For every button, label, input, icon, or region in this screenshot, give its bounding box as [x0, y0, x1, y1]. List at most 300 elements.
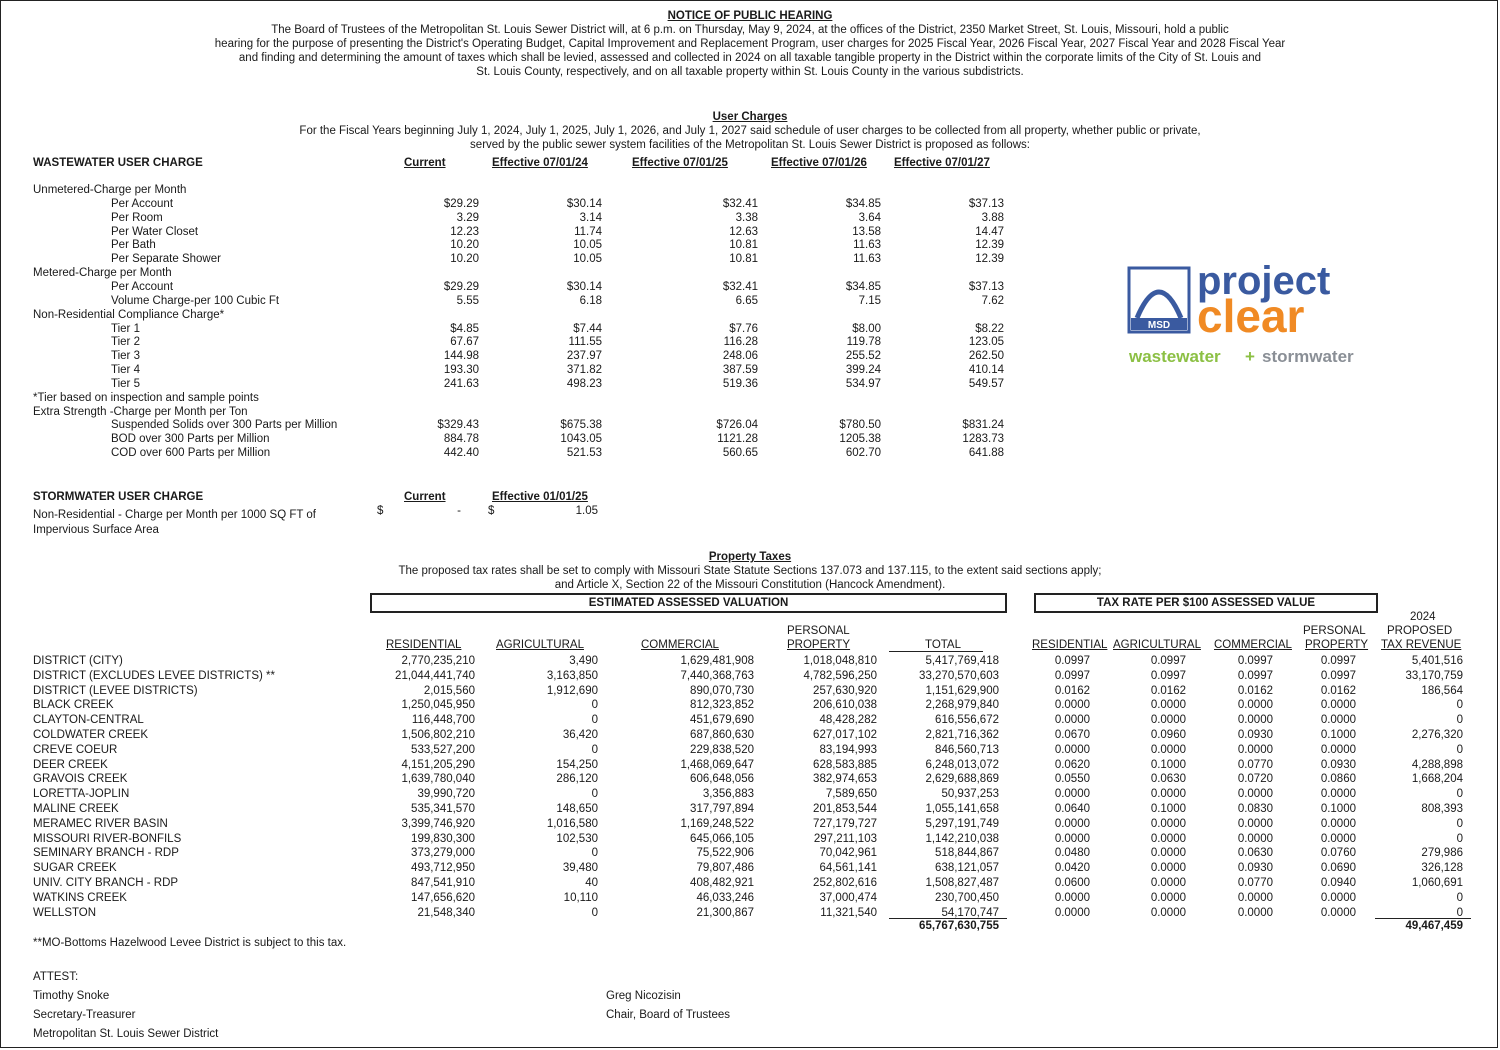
val-hdr-personal-top: PERSONAL: [787, 625, 850, 637]
tax-row-name: CREVE COEUR: [33, 743, 118, 756]
tax-row-valuation: 7,589,650: [825, 788, 877, 801]
ww-row-label: Per Account: [111, 197, 174, 210]
user-charges-title: User Charges: [712, 111, 788, 123]
ww-row-value: 11.63: [853, 239, 881, 252]
ww-row-value: $30.14: [566, 197, 602, 210]
tax-row-valuation: 606,648,056: [690, 773, 754, 786]
tax-row-rate: 0.0000: [1150, 714, 1186, 727]
val-hdr-personal-bottom: PROPERTY: [787, 639, 851, 651]
tax-row-valuation: 148,650: [556, 803, 598, 815]
ww-row-value: $675.38: [560, 419, 602, 432]
ww-row-value: 10.05: [573, 239, 602, 252]
ww-row-value: 3.64: [858, 211, 881, 224]
ww-row-value: $7.76: [729, 322, 758, 335]
tax-row-name: DISTRICT (EXCLUDES LEVEE DISTRICTS) **: [33, 669, 275, 682]
tax-row-rate: 0.0000: [1150, 832, 1186, 845]
tax-row-rate: 0.0000: [1150, 817, 1186, 830]
tax-row-rate: 0.0000: [1150, 743, 1186, 756]
ww-row-value: 498.23: [566, 377, 602, 390]
tax-row-rate: 0.0000: [1237, 832, 1273, 845]
tax-row-rate: 0.0960: [1150, 729, 1186, 741]
tax-row-rate: 0: [1456, 832, 1463, 845]
ww-row-value: $29.29: [443, 197, 479, 210]
ww-col-eff-0725: Effective 07/01/25: [632, 157, 728, 169]
ww-row-value: 10.81: [729, 253, 758, 266]
ww-row-value: 116.28: [723, 336, 758, 349]
ww-row-value: 442.40: [443, 447, 479, 460]
tax-row-rate: 1,668,204: [1411, 773, 1463, 786]
tax-row-valuation: 373,279,000: [411, 847, 475, 860]
valuation-box: ESTIMATED ASSESSED VALUATION: [370, 593, 1007, 613]
ww-row-label: COD over 600 Parts per Million: [111, 447, 271, 460]
property-taxes-title: Property Taxes: [708, 551, 792, 563]
tax-row-valuation: 0: [591, 906, 598, 919]
tax-row-valuation: 1,912,690: [546, 684, 598, 697]
tax-row-rate: 0.0162: [1150, 684, 1186, 697]
tax-row-valuation: 21,300,867: [696, 906, 754, 919]
tax-row-name: SUGAR CREEK: [33, 862, 117, 875]
tax-row-rate: 0.0630: [1237, 847, 1273, 860]
tax-row-valuation: 3,163,850: [546, 669, 598, 682]
tax-row-rate: 0.0480: [1054, 847, 1090, 860]
tax-row-valuation: 2,821,716,362: [925, 729, 999, 741]
tax-row-rate: 33,170,759: [1405, 669, 1463, 682]
ww-row-label: Metered-Charge per Month: [33, 267, 172, 280]
notice-line-1: The Board of Trustees of the Metropolitan St. Louis Sewer District will, at 6 p.m. on Thursday, May 9, 2024, at the offices of the District, 2350 Market Street, St. Louis, Missouri, hold a public: [271, 24, 1229, 36]
tax-row-rate: 0.0420: [1054, 862, 1090, 875]
tax-row-valuation: 0: [591, 743, 598, 756]
tax-row-valuation: 33,270,570,603: [919, 669, 999, 682]
rate-hdr-agricultural: AGRICULTURAL: [1113, 639, 1201, 651]
ww-row-value: $29.29: [443, 280, 479, 293]
tax-row-name: WELLSTON: [33, 906, 97, 919]
ww-row-value: 1121.28: [717, 433, 758, 446]
ww-row-value: 3.14: [579, 211, 602, 224]
tax-row-valuation: 451,679,690: [690, 714, 754, 727]
tax-row-valuation: 638,121,057: [935, 862, 999, 875]
tax-row-valuation: 533,527,200: [411, 743, 475, 756]
logo-tagline-stormwater: stormwater: [1262, 347, 1354, 366]
tax-row-rate: 0.1000: [1150, 758, 1186, 771]
ww-row-value: 255.52: [845, 350, 881, 363]
ww-row-value: 3.38: [735, 211, 758, 224]
tax-row-rate: 0.0830: [1237, 803, 1273, 815]
tax-row-valuation: 2,268,979,840: [925, 699, 999, 712]
ww-row-value: 10.20: [450, 239, 479, 252]
ww-row-label: Non-Residential Compliance Charge*: [33, 308, 225, 321]
tax-row-rate: 0.0000: [1150, 847, 1186, 860]
tax-row-valuation: 890,070,730: [690, 684, 754, 697]
tax-row-valuation: 628,583,885: [813, 758, 877, 771]
tax-row-valuation: 21,044,441,740: [395, 669, 475, 682]
tax-row-rate: 326,128: [1421, 862, 1463, 875]
tax-row-valuation: 1,018,048,810: [803, 655, 877, 667]
ww-row-value: 7.62: [981, 294, 1004, 307]
ww-row-value: 7.15: [858, 294, 881, 307]
ww-row-value: 387.59: [722, 364, 758, 377]
tax-row-rate: 0.1000: [1320, 803, 1356, 815]
attest-left-name: Timothy Snoke: [33, 990, 110, 1002]
tax-row-valuation: 493,712,950: [411, 862, 475, 875]
tax-row-valuation: 297,211,103: [813, 832, 877, 845]
notice-line-3: and finding and determining the amount of taxes which shall be levied, assessed and collected in 2024 on all taxable tangible property in the District within the corporate limits of the City of St. Louis and: [238, 52, 1262, 64]
tax-row-rate: 0.0997: [1320, 655, 1356, 667]
tax-row-valuation: 0: [591, 847, 598, 860]
ww-row-value: $32.41: [722, 280, 758, 293]
tax-row-name: MISSOURI RIVER-BONFILS: [33, 832, 182, 845]
tax-row-name: BLACK CREEK: [33, 699, 114, 712]
ww-row-value: 641.88: [968, 447, 1004, 460]
ww-row-value: 1283.73: [962, 433, 1004, 446]
ww-row-value: $34.85: [845, 280, 881, 293]
tax-row-valuation: 1,151,629,900: [925, 684, 999, 697]
tax-row-valuation: 727,179,727: [813, 817, 877, 830]
val-hdr-commercial: COMMERCIAL: [641, 639, 719, 651]
ww-row-value: 3.88: [981, 211, 1004, 224]
tax-row-rate: 0.0000: [1054, 906, 1090, 919]
tax-row-rate: 0.0000: [1320, 817, 1356, 830]
rate-hdr-revenue-3: TAX REVENUE: [1381, 639, 1462, 651]
grand-total-valuation: 65,767,630,755: [919, 920, 999, 932]
tax-row-valuation: 286,120: [556, 773, 598, 786]
ww-row-value: $30.14: [566, 280, 602, 293]
ww-row-value: 193.30: [443, 364, 479, 377]
tax-row-valuation: 39,990,720: [417, 788, 475, 801]
ww-row-label: Volume Charge-per 100 Cubic Ft: [111, 294, 280, 307]
tax-row-rate: 0.0000: [1237, 699, 1273, 712]
tax-row-valuation: 206,610,038: [813, 699, 877, 712]
tax-row-rate: 0.0000: [1320, 832, 1356, 845]
tax-row-valuation: 1,639,780,040: [401, 773, 475, 786]
sw-current-dollar: $: [377, 505, 384, 517]
tax-row-rate: 0.0000: [1320, 788, 1356, 801]
tax-row-name: UNIV. CITY BRANCH - RDP: [33, 877, 179, 889]
tax-row-valuation: 37,000,474: [819, 891, 877, 904]
ww-row-label: Per Bath: [111, 239, 156, 252]
tax-row-valuation: 627,017,102: [813, 729, 877, 741]
ww-col-eff-0724: Effective 07/01/24: [492, 157, 588, 169]
tax-row-rate: 0: [1456, 891, 1463, 904]
tax-row-valuation: 847,541,910: [411, 877, 475, 889]
tax-row-rate: 0.1000: [1320, 729, 1356, 741]
tax-row-valuation: 21,548,340: [417, 906, 475, 919]
tax-row-rate: 0.0997: [1237, 669, 1273, 682]
ww-row-value: 6.18: [579, 294, 602, 307]
tax-row-valuation: 230,700,450: [935, 891, 999, 904]
ww-row-value: 11.63: [853, 253, 881, 266]
tax-row-rate: 0.0000: [1054, 743, 1090, 756]
ww-row-value: 10.20: [450, 253, 479, 266]
user-charges-line-2: served by the public sewer system facilities of the Metropolitan St. Louis Sewer District is proposed as follows:: [470, 139, 1030, 151]
tax-row-valuation: 1,169,248,522: [680, 817, 754, 830]
logo-word-clear: clear: [1197, 290, 1305, 342]
ww-row-value: $37.13: [968, 280, 1004, 293]
ww-row-value: 12.39: [975, 253, 1004, 266]
ww-row-label: BOD over 300 Parts per Million: [111, 433, 270, 446]
ww-row-value: $32.41: [722, 197, 758, 210]
ww-row-value: $34.85: [845, 197, 881, 210]
tax-row-valuation: 7,440,368,763: [680, 669, 754, 682]
attest-right-title: Chair, Board of Trustees: [606, 1009, 731, 1021]
tax-row-valuation: 199,830,300: [411, 832, 475, 845]
tax-row-rate: 0.0000: [1320, 743, 1356, 756]
tax-row-rate: 0.0860: [1320, 773, 1356, 786]
stormwater-heading: STORMWATER USER CHARGE: [33, 491, 204, 503]
ww-row-value: 560.65: [722, 447, 758, 460]
tax-row-rate: 0.0630: [1150, 773, 1186, 786]
ww-row-value: $831.24: [962, 419, 1004, 432]
tax-row-valuation: 812,323,852: [690, 699, 754, 712]
ww-row-value: 410.14: [968, 364, 1004, 377]
tax-row-rate: 0.0940: [1320, 877, 1356, 889]
ww-row-value: 534.97: [845, 377, 881, 390]
tax-row-valuation: 382,974,653: [813, 773, 877, 786]
property-taxes-line-1: The proposed tax rates shall be set to comply with Missouri State Statute Sections 137.073 and 137.115, to the extent said sections apply;: [398, 565, 1102, 577]
ww-col-current: Current: [404, 157, 446, 169]
wastewater-heading: WASTEWATER USER CHARGE: [33, 157, 203, 169]
attest-left-org: Metropolitan St. Louis Sewer District: [33, 1028, 219, 1040]
attest-label: ATTEST:: [33, 971, 79, 983]
msd-badge-text: MSD: [1147, 320, 1171, 331]
ww-row-value: 119.78: [846, 336, 881, 349]
tax-row-valuation: 201,853,544: [813, 803, 877, 815]
tax-row-name: CLAYTON-CENTRAL: [33, 714, 144, 727]
ww-row-label: Tier 4: [111, 364, 140, 377]
tax-row-valuation: 4,782,596,250: [803, 669, 877, 682]
notice-line-4: St. Louis County, respectively, and on all taxable property within St. Louis County in the various subdistricts.: [476, 66, 1024, 78]
sw-effective-value: 1.05: [575, 505, 598, 517]
tax-row-rate: 0.1000: [1150, 803, 1186, 815]
tax-row-rate: 0.0640: [1054, 803, 1090, 815]
tax-row-rate: 0.0720: [1237, 773, 1273, 786]
tax-row-valuation: 40: [585, 877, 598, 889]
tax-row-valuation: 846,560,713: [935, 743, 999, 756]
tax-row-valuation: 147,656,620: [411, 891, 475, 904]
ww-row-value: $726.04: [716, 419, 758, 432]
tax-row-rate: 0.0000: [1054, 699, 1090, 712]
tax-row-rate: 0.0000: [1237, 714, 1273, 727]
ww-row-value: 237.97: [566, 350, 602, 363]
attest-right-name: Greg Nicozisin: [606, 990, 681, 1002]
tax-row-name: SEMINARY BRANCH - RDP: [33, 847, 179, 860]
tax-row-rate: 0.0000: [1237, 788, 1273, 801]
ww-row-value: 371.82: [566, 364, 602, 377]
logo-tagline-wastewater: wastewater: [1129, 347, 1221, 366]
tax-row-rate: 0: [1456, 743, 1463, 756]
ww-row-label: Per Water Closet: [111, 225, 199, 238]
tax-row-valuation: 10,110: [563, 891, 598, 904]
ww-row-value: $4.85: [450, 322, 479, 335]
project-clear-logo-svg: [1121, 256, 1391, 371]
sw-effective-dollar: $: [488, 505, 495, 517]
tax-row-valuation: 1,468,069,647: [680, 758, 754, 771]
logo-tagline-plus: +: [1245, 347, 1255, 366]
val-hdr-total: TOTAL: [925, 639, 961, 651]
tax-row-rate: 0.0620: [1054, 758, 1090, 771]
ww-row-value: 10.81: [729, 239, 758, 252]
levee-footnote: **MO-Bottoms Hazelwood Levee District is subject to this tax.: [33, 937, 347, 949]
tax-row-valuation: 535,341,570: [411, 803, 475, 815]
tax-row-name: DISTRICT (CITY): [33, 655, 123, 667]
ww-row-value: 123.05: [968, 336, 1004, 349]
tax-row-valuation: 0: [591, 714, 598, 727]
tax-row-valuation: 1,506,802,210: [401, 729, 475, 741]
ww-row-value: 884.78: [443, 433, 479, 446]
ww-row-value: 1043.05: [560, 433, 602, 446]
tax-row-rate: 0.0000: [1320, 699, 1356, 712]
tax-row-valuation: 0: [591, 788, 598, 801]
ww-row-value: 13.58: [852, 225, 881, 238]
sw-current-value: -: [457, 505, 461, 517]
tax-row-valuation: 154,250: [556, 758, 598, 771]
tax-row-valuation: 616,556,672: [935, 714, 999, 727]
tax-row-rate: 0.0930: [1237, 729, 1273, 741]
tax-row-valuation: 317,797,894: [690, 803, 754, 815]
ww-row-value: 519.36: [722, 377, 758, 390]
ww-row-value: 602.70: [845, 447, 881, 460]
tax-row-rate: 5,401,516: [1411, 655, 1463, 667]
ww-col-eff-0727: Effective 07/01/27: [894, 157, 990, 169]
tax-row-rate: 0.0930: [1237, 862, 1273, 875]
tax-row-rate: 0.0000: [1150, 891, 1186, 904]
tax-row-valuation: 6,248,013,072: [925, 758, 999, 771]
tax-row-rate: 808,393: [1421, 803, 1463, 815]
ww-row-value: 14.47: [975, 225, 1004, 238]
tax-row-valuation: 50,937,253: [941, 788, 999, 801]
ww-row-value: 6.65: [735, 294, 758, 307]
project-clear-logo: [1121, 256, 1391, 371]
tax-row-rate: 0.0000: [1054, 832, 1090, 845]
tax-row-rate: 2,276,320: [1411, 729, 1463, 741]
ww-row-label: Extra Strength -Charge per Month per Ton: [33, 405, 248, 418]
ww-row-value: 3.29: [456, 211, 479, 224]
grand-total-revenue: 49,467,459: [1405, 920, 1463, 932]
val-hdr-residential: RESIDENTIAL: [386, 639, 462, 651]
tax-row-valuation: 64,561,141: [819, 862, 877, 875]
tax-row-valuation: 3,399,746,920: [401, 817, 475, 830]
tax-row-rate: 0.0000: [1054, 891, 1090, 904]
tax-row-valuation: 0: [591, 699, 598, 712]
tax-row-rate: 0.0000: [1150, 862, 1186, 875]
ww-row-value: 111.55: [568, 336, 602, 349]
tax-row-rate: 0.0760: [1320, 847, 1356, 860]
logo-word-project: project: [1197, 259, 1331, 303]
val-hdr-agricultural: AGRICULTURAL: [496, 639, 584, 651]
property-taxes-line-2: and Article X, Section 22 of the Missouri Constitution (Hancock Amendment).: [554, 579, 946, 591]
tax-row-name: COLDWATER CREEK: [33, 729, 149, 741]
ww-row-label: Per Room: [111, 211, 163, 224]
ww-row-label: *Tier based on inspection and sample points: [33, 391, 259, 404]
ww-row-value: $780.50: [839, 419, 881, 432]
ww-row-value: 399.24: [845, 364, 881, 377]
tax-row-rate: 0.0770: [1237, 877, 1273, 889]
rate-hdr-residential: RESIDENTIAL: [1032, 639, 1108, 651]
tax-row-rate: 0.0997: [1054, 669, 1090, 682]
tax-row-valuation: 252,802,616: [813, 877, 877, 889]
tax-row-valuation: 5,417,769,418: [925, 655, 999, 667]
ww-row-value: 521.53: [566, 447, 602, 460]
tax-row-rate: 0.0000: [1150, 699, 1186, 712]
tax-row-rate: 0.0930: [1320, 758, 1356, 771]
ww-row-label: Tier 3: [111, 350, 140, 363]
tax-row-name: LORETTA-JOPLIN: [33, 788, 130, 801]
tax-row-rate: 0.0000: [1237, 906, 1273, 919]
ww-row-label: Tier 5: [111, 377, 140, 390]
tax-row-rate: 0.0997: [1320, 669, 1356, 682]
tax-row-valuation: 36,420: [562, 729, 598, 741]
notice-title: NOTICE OF PUBLIC HEARING: [667, 10, 833, 22]
tax-row-valuation: 2,629,688,869: [925, 773, 999, 786]
tax-row-valuation: 54,170,747: [941, 906, 999, 919]
tax-row-valuation: 3,356,883: [702, 788, 754, 801]
tax-row-valuation: 645,066,105: [690, 832, 754, 845]
sw-label-line-1: Non-Residential - Charge per Month per 1000 SQ FT of: [33, 509, 316, 521]
tax-row-rate: 0.0000: [1237, 891, 1273, 904]
tax-row-valuation: 48,428,282: [819, 714, 877, 727]
ww-row-value: 11.74: [574, 225, 602, 238]
tax-row-valuation: 1,250,045,950: [401, 699, 475, 712]
ww-row-value: 248.06: [722, 350, 758, 363]
tax-row-rate: 0: [1456, 788, 1463, 801]
val-total-header-rule: [889, 651, 983, 652]
tax-row-valuation: 2,015,560: [423, 684, 475, 697]
tax-row-valuation: 83,194,993: [819, 743, 877, 756]
tax-row-rate: 0: [1456, 714, 1463, 727]
ww-row-label: Per Separate Shower: [111, 253, 221, 266]
ww-col-eff-0726: Effective 07/01/26: [771, 157, 867, 169]
sw-label-line-2: Impervious Surface Area: [33, 524, 159, 536]
tax-row-rate: 0.0997: [1237, 655, 1273, 667]
attest-left-title: Secretary-Treasurer: [33, 1009, 136, 1021]
rate-hdr-personal-bottom: PROPERTY: [1305, 639, 1369, 651]
tax-row-rate: 0.0997: [1054, 655, 1090, 667]
tax-row-rate: 186,564: [1421, 684, 1463, 697]
tax-row-valuation: 3,490: [569, 655, 598, 667]
ww-row-label: Tier 1: [111, 322, 140, 335]
tax-row-valuation: 46,033,246: [696, 891, 754, 904]
tax-row-rate: 0.0000: [1150, 906, 1186, 919]
tax-row-valuation: 102,530: [556, 832, 598, 845]
tax-row-name: MERAMEC RIVER BASIN: [33, 817, 168, 830]
tax-row-name: DISTRICT (LEVEE DISTRICTS): [33, 684, 198, 697]
tax-row-valuation: 1,142,210,038: [925, 832, 999, 845]
notice-line-2: hearing for the purpose of presenting the District's Operating Budget, Capital Improvement and Replacement Program, user charges for 2025 Fiscal Year, 2026 Fiscal Year, 2027 Fiscal Year and 2028 Fiscal Year: [214, 38, 1286, 50]
sw-col-current: Current: [404, 491, 446, 503]
ww-row-value: 12.63: [729, 225, 758, 238]
tax-row-valuation: 1,629,481,908: [680, 655, 754, 667]
tax-row-name: WATKINS CREEK: [33, 891, 127, 904]
tax-row-name: GRAVOIS CREEK: [33, 773, 128, 786]
ww-row-value: $8.22: [975, 322, 1004, 335]
tax-row-rate: 0: [1456, 699, 1463, 712]
tax-row-rate: 0.0000: [1237, 817, 1273, 830]
tax-row-rate: 0: [1456, 817, 1463, 830]
tax-row-rate: 0.0670: [1054, 729, 1090, 741]
tax-row-valuation: 116,448,700: [411, 714, 475, 727]
rate-hdr-commercial: COMMERCIAL: [1214, 639, 1292, 651]
ww-row-value: 12.39: [975, 239, 1004, 252]
tax-row-valuation: 1,508,827,487: [925, 877, 999, 889]
tax-row-rate: 0.0162: [1054, 684, 1090, 697]
tax-row-valuation: 39,480: [562, 862, 598, 875]
tax-row-name: DEER CREEK: [33, 758, 108, 771]
ww-row-value: 262.50: [968, 350, 1004, 363]
ww-row-value: 241.63: [443, 377, 479, 390]
ww-row-value: $8.00: [852, 322, 881, 335]
rate-hdr-personal-top: PERSONAL: [1303, 625, 1366, 637]
tax-row-name: MALINE CREEK: [33, 803, 119, 815]
ww-row-value: $329.43: [437, 419, 479, 432]
